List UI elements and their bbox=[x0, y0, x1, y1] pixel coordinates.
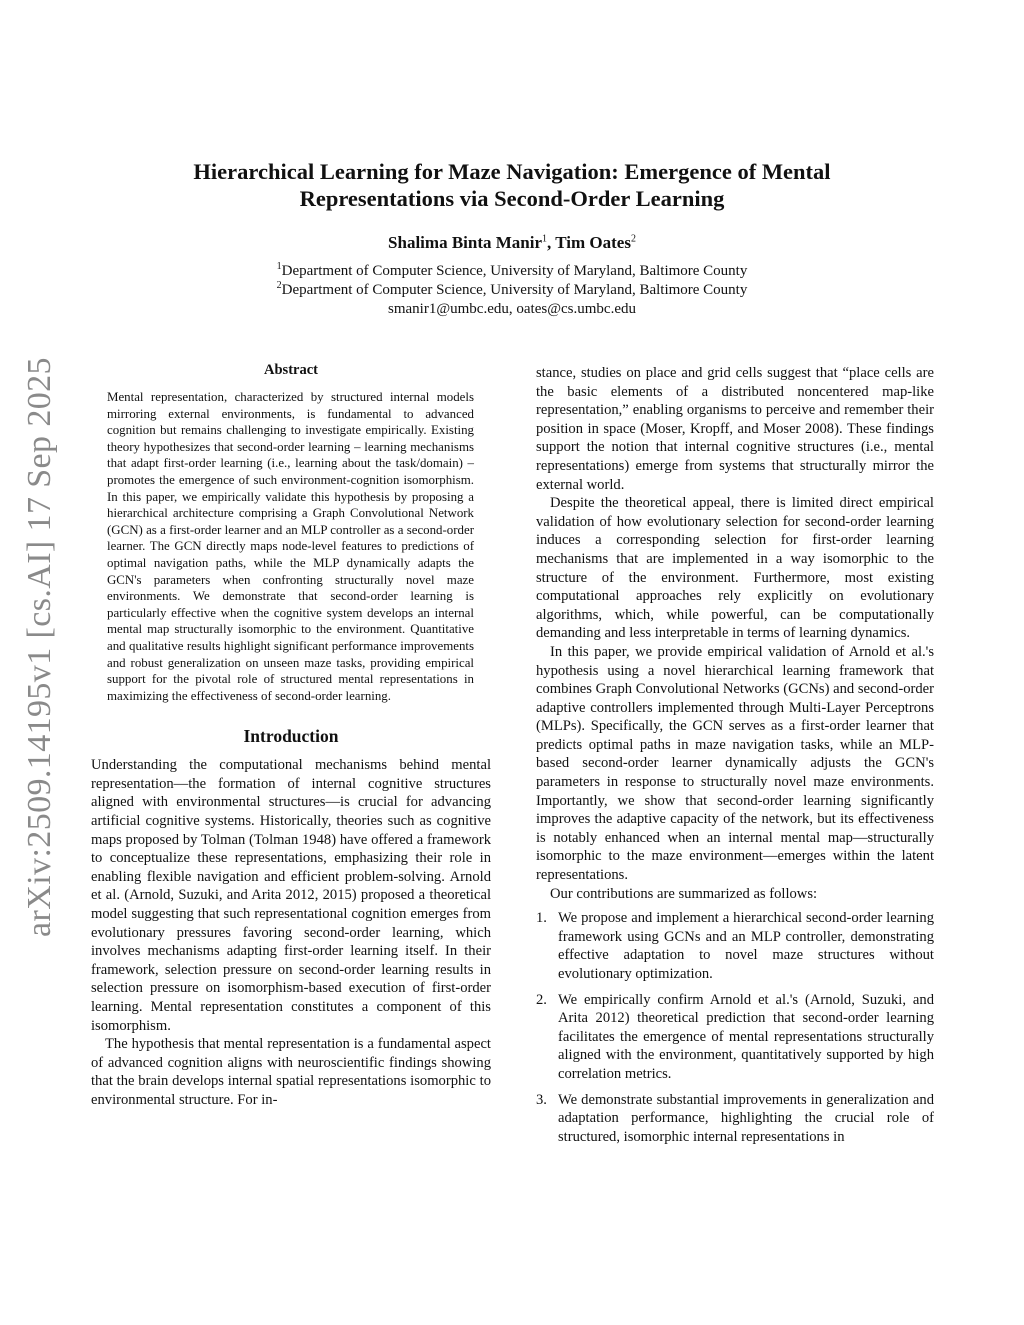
contribution-item bbox=[536, 1091, 934, 1147]
body-paragraph: Despite the theoretical appeal, there is limited direct empirical validation of how evolutionary selection for second-order learning induces a corresponding selection for first-order learning mechanisms that are implemented in a way isomorphic to the structure of the environment. Furthermore, most existing computational approaches rely explicitly on evolutionary algorithms, which, while powerful, can be computationally demanding and less interpretable in terms of learning dynamics. bbox=[536, 495, 934, 642]
affiliation bbox=[150, 262, 874, 281]
item-text: We demonstrate substantial improvements in generalization and adaptation performance, highlighting the crucial role of structured, isomorphic internal representations in bbox=[558, 1091, 934, 1145]
intro-paragraph: The hypothesis that mental representation is a fundamental aspect of advanced cognition aligns with neuroscientific findings showing that the brain develops internal spatial representations isomorphic to environmental structure. For in- bbox=[91, 1036, 491, 1108]
item-number: 3. bbox=[536, 1091, 547, 1108]
author-emails: smanir1@umbc.edu, oates@cs.umbc.edu bbox=[388, 301, 636, 317]
affiliation-text: Department of Computer Science, University of Maryland, Baltimore County bbox=[281, 282, 748, 298]
introduction-heading: Introduction bbox=[243, 726, 339, 747]
contributions-list bbox=[536, 909, 934, 1146]
author-separator: , bbox=[547, 233, 556, 252]
affiliation bbox=[150, 281, 874, 300]
abstract-text: Mental representation, characterized by structured internal models mirroring external environments, is fundamental to advanced cognition but remains challenging to investigate empirically. Existing theory hypothesizes that second-order learning – learning mechanisms that adapt first-order learning (i.e., learning about the task/domain) – promotes the emergence of such environment-cognition isomorphism. In this paper, we empirically validate this hypothesis by proposing a hierarchical architecture comprising a Graph Convolutional Network (GCN) as a first-order learner and an MLP controller as a second-order learner. The GCN directly maps node-level features to predictions of optimal navigation paths, while the MLP dynamically adapts the GCN's parameters when confronting structurally novel maze environments. We demonstrate that second-order learning is particularly effective when the cognitive system develops an internal mental map structurally isomorphic to the environment. Quantitative and qualitative results highlight significant performance improvements and robust generalization on unseen maze tasks, providing empirical support for the pivotal role of structured mental representations in maximizing the effectiveness of second-order learning. bbox=[107, 390, 474, 703]
intro-paragraph: Understanding the computational mechanisms behind mental representation—the formation of internal cognitive structures aligned with environmental structures—is crucial for advancing artificial cognitive systems. Historically, theories such as cognitive maps proposed by Tolman (Tolman 1948) have offered a framework to conceptualize these representations, emphasizing their role in enabling flexible navigation and efficient problem-solving. Arnold et al. (Arnold, Suzuki, and Arita 2012, 2015) proposed a theoretical model suggesting that such representational cognition emerges from evolutionary pressures favoring second-order learning, which involves mechanisms adapting first-order learning itself. In their framework, selection pressure on second-order learning results in selection pressure on isomorphism-based execution of first-order learning. Mental representation constitutes a component of this isomorphism. bbox=[91, 757, 491, 1034]
item-number: 1. bbox=[536, 910, 547, 927]
left-column bbox=[91, 362, 491, 1110]
author-affiliation-mark: 2 bbox=[630, 233, 636, 245]
abstract-heading: Abstract bbox=[264, 362, 318, 378]
affiliations bbox=[150, 262, 874, 319]
author-name: Shalima Binta Manir bbox=[388, 233, 543, 252]
body-paragraph: stance, studies on place and grid cells suggest that “place cells are the basic elements of a distributed noncentered map-like representation,” enabling organisms to perceive and remember their position in space (Moser, Kropff, and Moser 2008). These findings support the notion that internal cognitive structures (i.e., mental representations) emerge from systems that structurally mirror the external world. bbox=[536, 365, 934, 493]
item-text: We empirically confirm Arnold et al.'s (Arnold, Suzuki, and Arita 2012) theoretical prediction that second-order learning facilitates the emergence of mental representations structurally aligned with the environment, quantitatively supported by high correlation metrics. bbox=[558, 991, 934, 1082]
author-line bbox=[150, 233, 874, 253]
body-paragraph: In this paper, we provide empirical validation of Arnold et al.'s hypothesis using a novel hierarchical learning framework that combines Graph Convolutional Networks (GCNs) and second-order adaptive controllers implemented through Multi-Layer Perceptrons (MLPs). Specifically, the GCN serves as a first-order learner that predicts optimal paths in maze navigation tasks, while an MLP-based second-order learner dynamically adjusts the GCN's parameters in response to structurally novel maze environments. Importantly, we show that second-order learning significantly improves the adaptive capacity of the network, but its effectiveness is notably enhanced when an internal mental map—structurally isomorphic to the maze environment—emerges within the latent representations. bbox=[536, 643, 935, 884]
author-name: Tim Oates bbox=[555, 233, 631, 252]
item-number: 2. bbox=[536, 991, 547, 1008]
contribution-item bbox=[536, 909, 934, 983]
contribution-item bbox=[536, 991, 934, 1084]
paper-title: Hierarchical Learning for Maze Navigation: Emergence of Mental Representations via Second-Order Learning bbox=[193, 159, 831, 211]
arxiv-identifier: arXiv:2509.14195v1 [cs.AI] 17 Sep 2025 bbox=[21, 357, 58, 937]
contributions-intro: Our contributions are summarized as follows: bbox=[550, 885, 818, 902]
author-affiliation-mark: 1 bbox=[542, 233, 548, 245]
affiliation-mark: 1 bbox=[276, 261, 282, 272]
item-text: We propose and implement a hierarchical second-order learning framework using GCNs and an MLP controller, demonstrating effective adaptation to novel maze structures without evolutionary optimization. bbox=[558, 910, 934, 982]
right-column bbox=[536, 364, 934, 1153]
affiliation-mark: 2 bbox=[276, 280, 282, 291]
affiliation-text: Department of Computer Science, University of Maryland, Baltimore County bbox=[281, 263, 748, 279]
